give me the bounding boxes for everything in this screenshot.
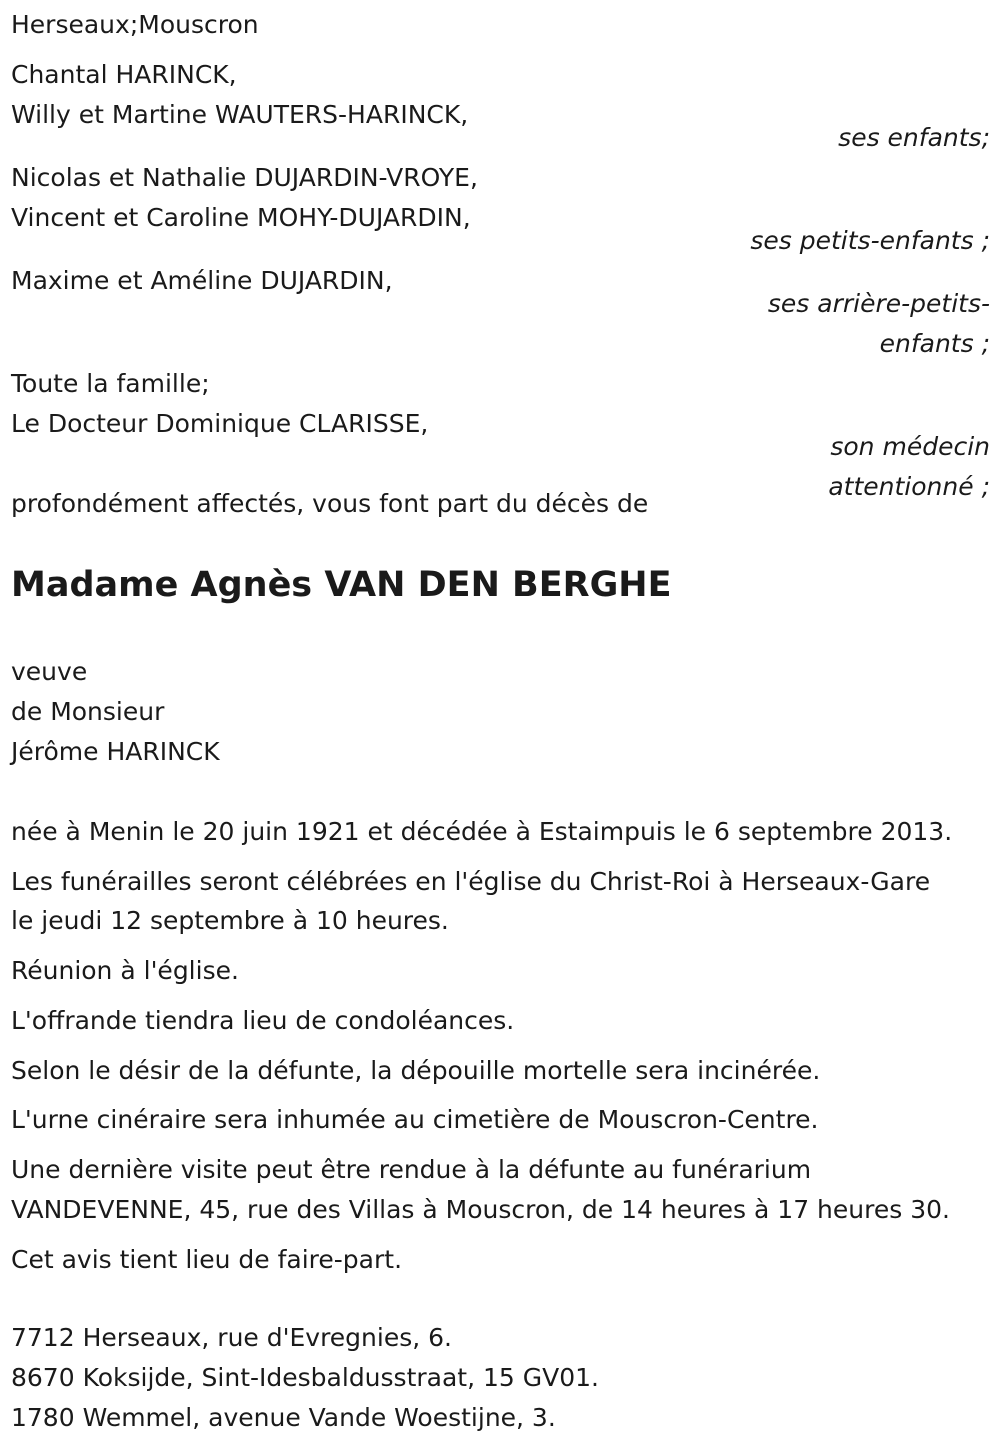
widow-line-2: de Monsieur (11, 697, 165, 726)
announcement-text: profondément affectés, vous font part du décès de (11, 489, 649, 518)
child-name-2: Willy et Martine WAUTERS-HARINCK, (11, 100, 469, 129)
funeral-line-2: le jeudi 12 septembre à 10 heures. (11, 906, 449, 935)
cremation-text: Selon le désir de la défunte, la dépouille mortelle sera incinérée. (11, 1056, 821, 1085)
doctor-role-line-2: attentionné ; (828, 472, 990, 501)
grandchild-name-2: Vincent et Caroline MOHY-DUJARDIN, (11, 203, 471, 232)
birth-death-text: née à Menin le 20 juin 1921 et décédée à Estaimpuis le 6 septembre 2013. (11, 817, 953, 846)
widow-line-3: Jérôme HARINCK (11, 737, 220, 766)
funeral-line-1: Les funérailles seront célébrées en l'église du Christ-Roi à Herseaux-Gare (11, 867, 931, 896)
widow-line-1: veuve (11, 657, 88, 686)
offering-text: L'offrande tiendra lieu de condoléances. (11, 1006, 515, 1035)
great-grandchildren-role-line-2: enfants ; (879, 329, 990, 358)
grandchild-name-1: Nicolas et Nathalie DUJARDIN-VROYE, (11, 163, 478, 192)
address-line-1: 7712 Herseaux, rue d'Evregnies, 6. (11, 1323, 452, 1352)
address-line-3: 1780 Wemmel, avenue Vande Woestijne, 3. (11, 1403, 556, 1432)
address-line-2: 8670 Koksijde, Sint-Idesbaldusstraat, 15 GV01. (11, 1363, 599, 1392)
doctor-role-line-1: son médecin (830, 432, 990, 461)
deceased-name: Madame Agnès VAN DEN BERGHE (11, 565, 672, 605)
notice-text: Cet avis tient lieu de faire-part. (11, 1245, 403, 1274)
header-location: Herseaux;Mouscron (11, 10, 259, 39)
children-role: ses enfants; (838, 123, 990, 152)
visit-line-2: VANDEVENNE, 45, rue des Villas à Mouscron, de 14 heures à 17 heures 30. (11, 1195, 950, 1224)
great-grandchild-name-1: Maxime et Améline DUJARDIN, (11, 266, 393, 295)
child-name-1: Chantal HARINCK, (11, 60, 237, 89)
whole-family: Toute la famille; (11, 369, 210, 398)
urn-text: L'urne cinéraire sera inhumée au cimetière de Mouscron-Centre. (11, 1105, 819, 1134)
meeting-text: Réunion à l'église. (11, 956, 239, 985)
grandchildren-role: ses petits-enfants ; (750, 226, 990, 255)
doctor-name: Le Docteur Dominique CLARISSE, (11, 409, 429, 438)
great-grandchildren-role-line-1: ses arrière-petits- (767, 289, 990, 318)
visit-line-1: Une dernière visite peut être rendue à la défunte au funérarium (11, 1155, 812, 1184)
